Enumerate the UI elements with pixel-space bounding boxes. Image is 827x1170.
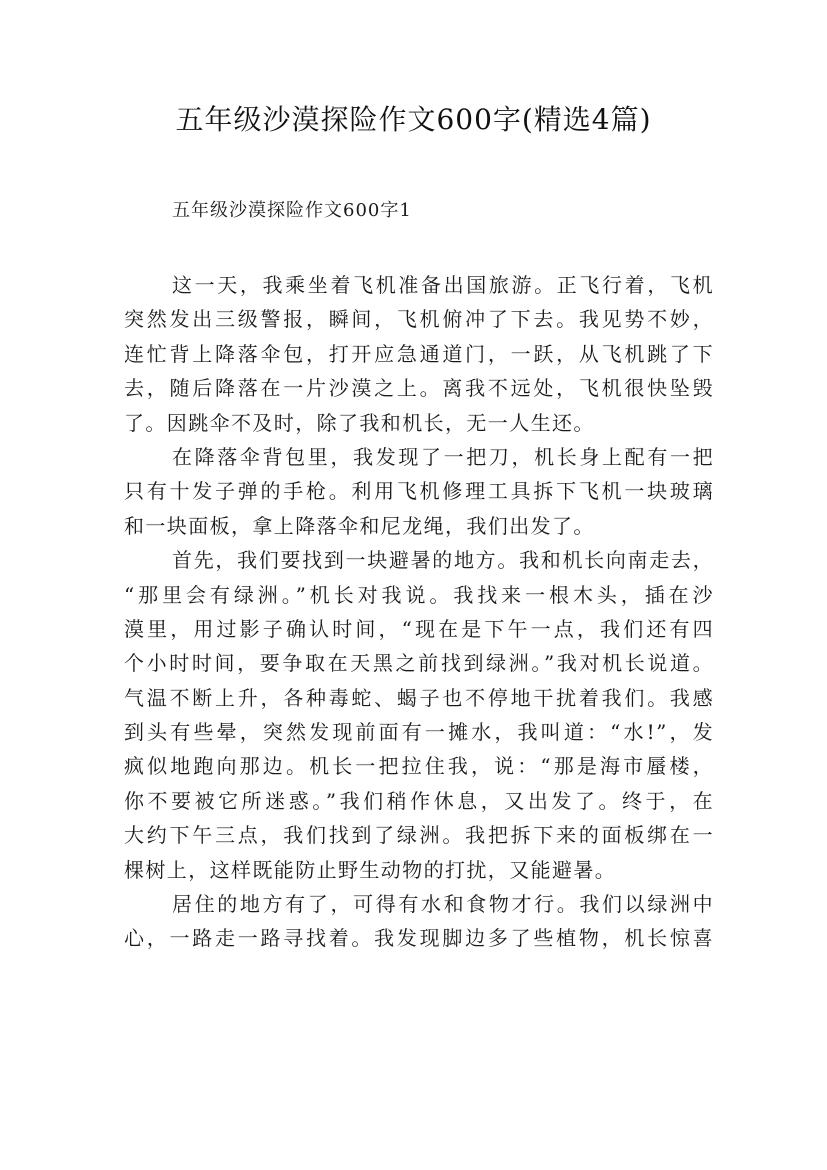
paragraph-line: 漠里，用过影子确认时间，“现在是下午一点，我们还有四	[124, 616, 714, 641]
paragraph-line: 你不要被它所迷惑。”我们稍作休息，又出发了。终于，在	[124, 788, 714, 813]
paragraph-line: 了。因跳伞不及时，除了我和机长，无一人生还。	[124, 410, 595, 435]
paragraph-line: 个小时时间，要争取在天黑之前找到绿洲。”我对机长说道。	[124, 651, 714, 676]
paragraph-line: 心，一路走一路寻找着。我发现脚边多了些植物，机长惊喜	[124, 926, 714, 951]
paragraph-line: 连忙背上降落伞包，打开应急通道门，一跃，从飞机跳了下	[124, 341, 714, 366]
paragraph-line: 只有十发子弹的手枪。利用飞机修理工具拆下飞机一块玻璃	[124, 479, 714, 504]
paragraph-line: 在降落伞背包里，我发现了一把刀，机长身上配有一把	[172, 444, 714, 469]
paragraph-line: “那里会有绿洲。”机长对我说。我找来一根木头，插在沙	[124, 582, 714, 607]
essay-body	[124, 268, 714, 956]
paragraph-line: 气温不断上升，各种毒蛇、蝎子也不停地干扰着我们。我感	[124, 685, 714, 710]
paragraph-line: 到头有些晕，突然发现前面有一摊水，我叫道：“水!”，发	[124, 720, 714, 745]
paragraph-line: 首先，我们要找到一块避暑的地方。我和机长向南走去，	[172, 548, 714, 573]
paragraph-line: 这一天，我乘坐着飞机准备出国旅游。正飞行着，飞机	[172, 273, 714, 297]
paragraph-line: 和一块面板，拿上降落伞和尼龙绳，我们出发了。	[124, 513, 595, 538]
paragraph-line: 大约下午三点，我们找到了绿洲。我把拆下来的面板绑在一	[124, 823, 714, 848]
document-title: 五年级沙漠探险作文600字(精选4篇)	[175, 103, 652, 136]
section-heading: 五年级沙漠探险作文600字1	[172, 200, 412, 221]
paragraph-line: 去，随后降落在一片沙漠之上。离我不远处，飞机很快坠毁	[124, 376, 714, 401]
paragraph-line: 居住的地方有了，可得有水和食物才行。我们以绿洲中	[172, 892, 714, 917]
paragraph-line: 疯似地跑向那边。机长一把拉住我，说：“那是海市蜃楼，	[124, 754, 714, 779]
paragraph-line: 棵树上，这样既能防止野生动物的打扰，又能避暑。	[124, 857, 617, 882]
paragraph-line: 突然发出三级警报，瞬间，飞机俯冲了下去。我见势不妙，	[124, 307, 714, 332]
